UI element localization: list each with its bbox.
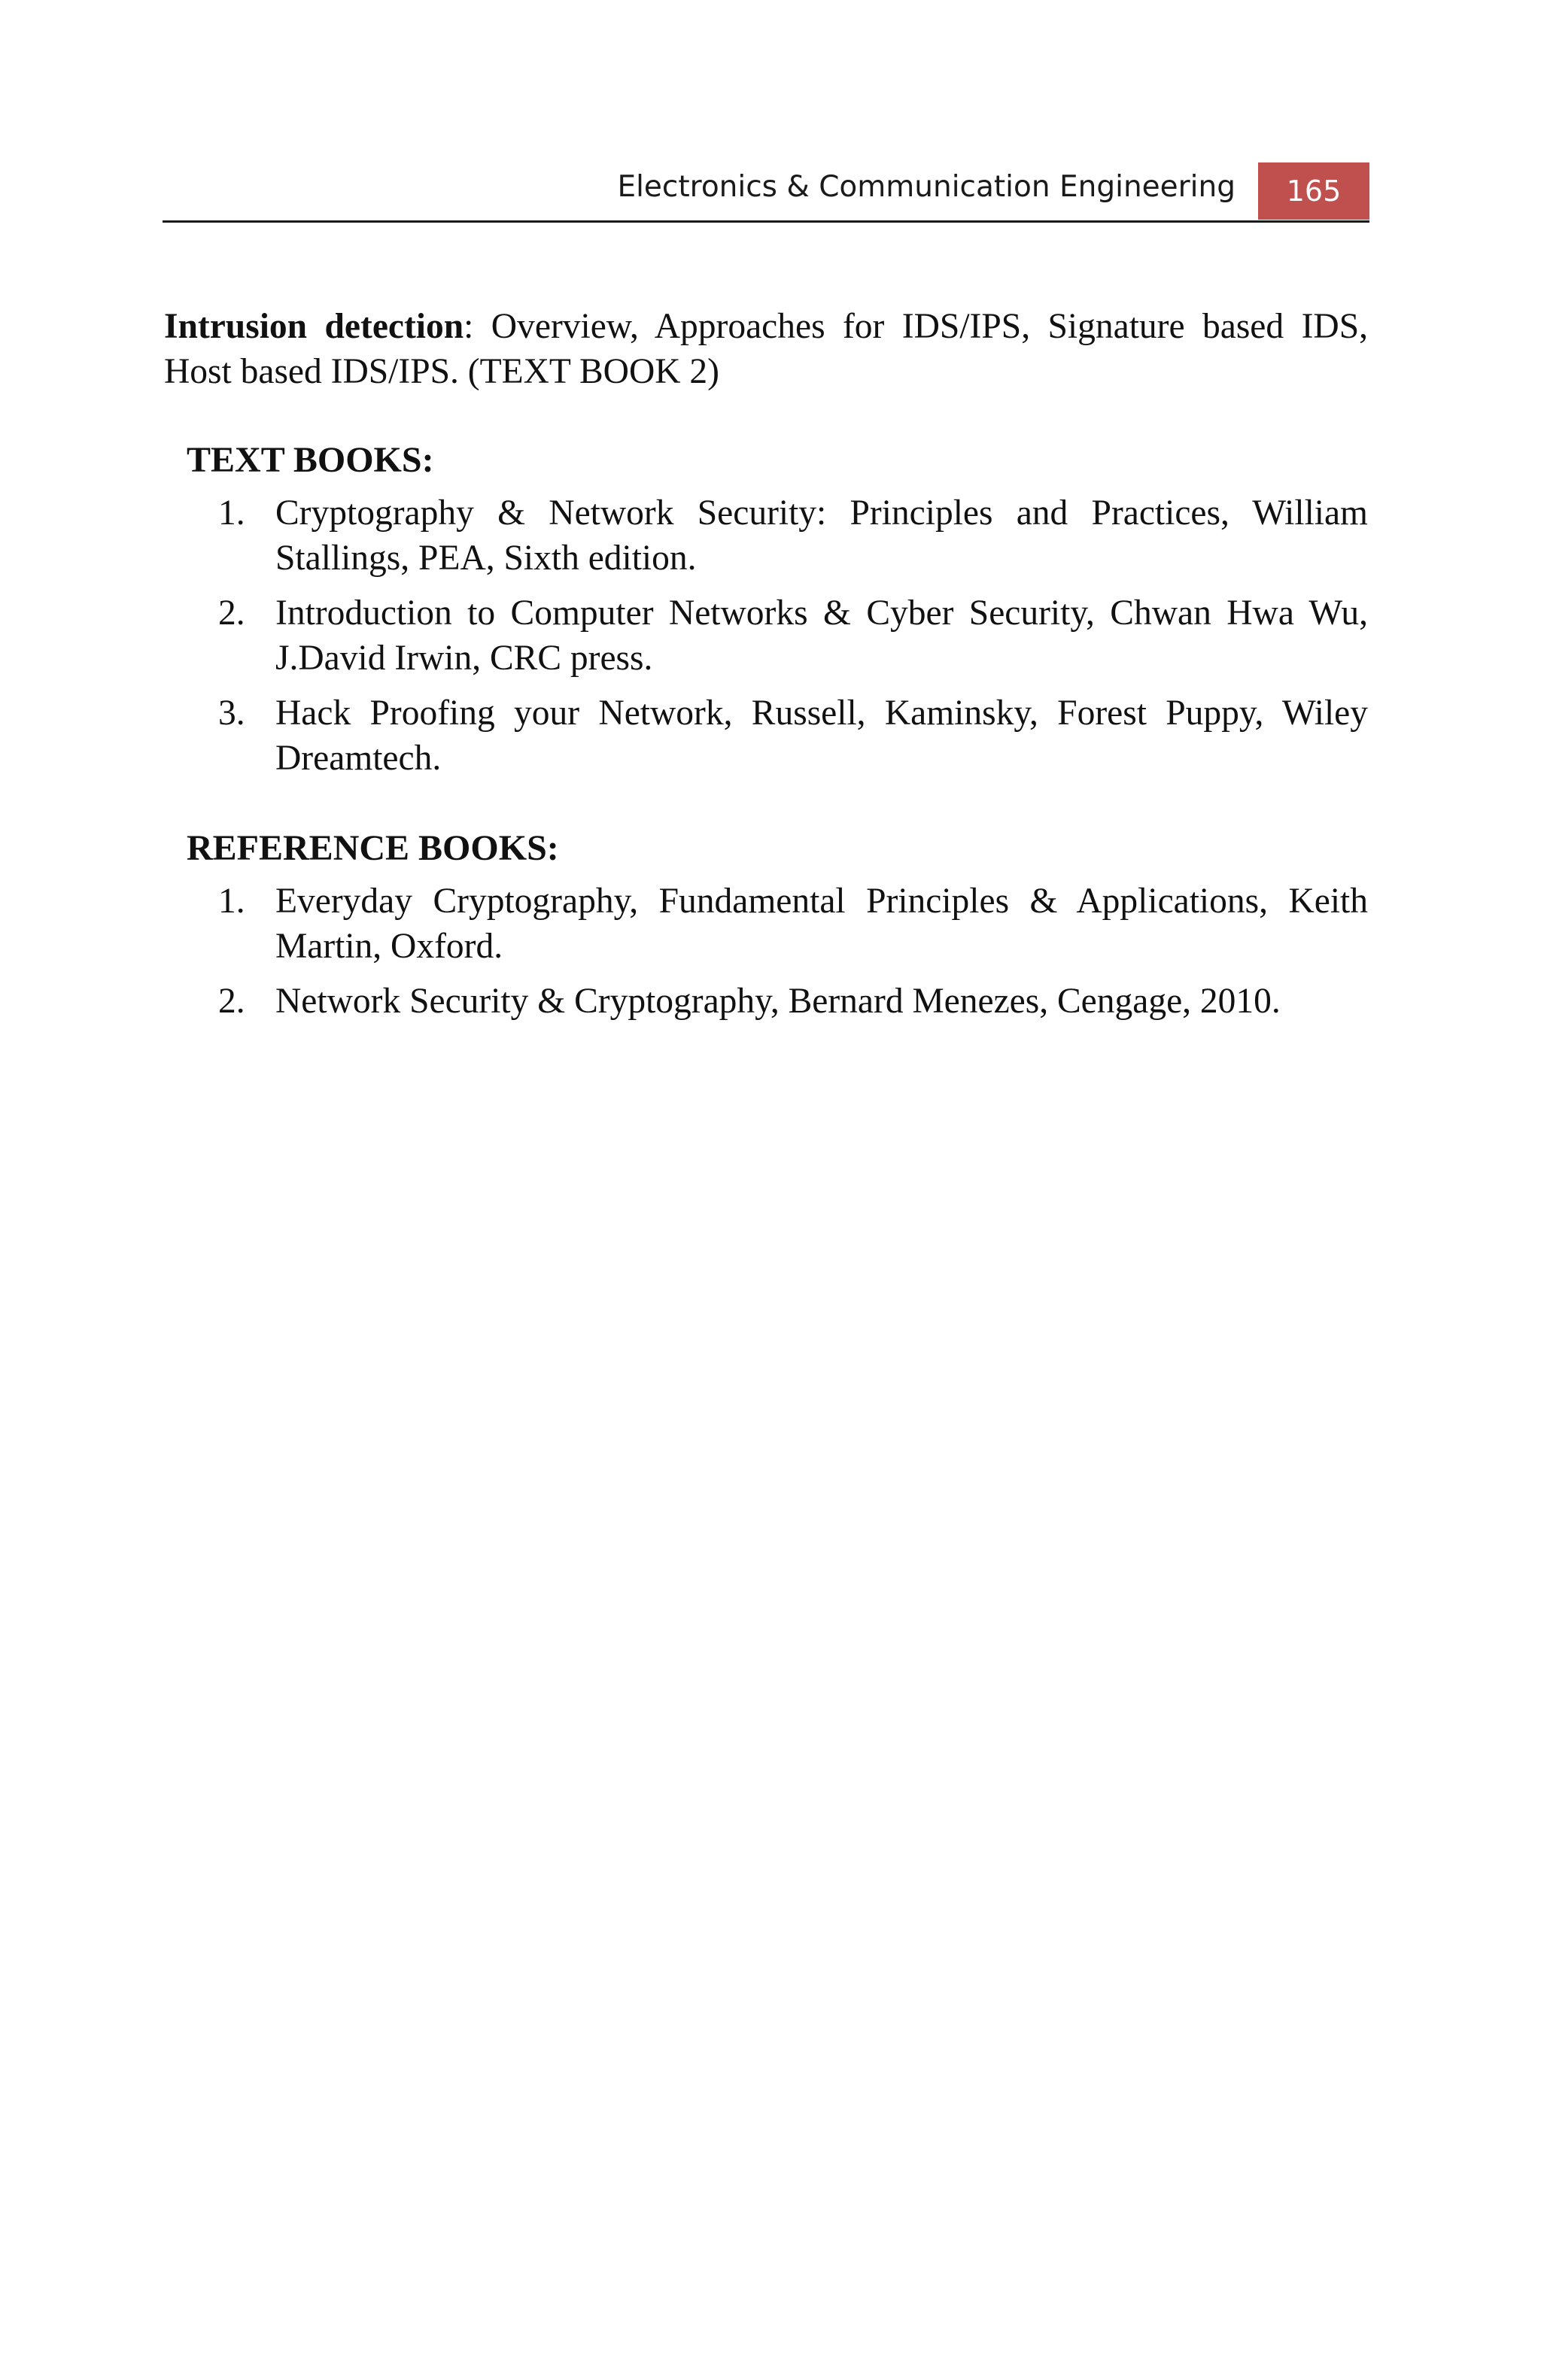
text-book-item: [164, 490, 1368, 581]
intro-lead: Intrusion detection: [164, 307, 464, 346]
reference-books-list: [164, 879, 1368, 1024]
reference-book-item: [164, 879, 1368, 969]
reference-book-item: [164, 979, 1368, 1024]
header-rule: [163, 220, 1369, 223]
intro-paragraph: [164, 304, 1368, 394]
text-book-number: 2.: [218, 593, 245, 633]
reference-book-text: Everyday Cryptography, Fundamental Principles & Applications, Keith Martin, Oxford.: [275, 882, 1368, 966]
text-book-item: [164, 590, 1368, 681]
text-books-list: [164, 490, 1368, 781]
text-book-text: Introduction to Computer Networks & Cyber Security, Chwan Hwa Wu, J.David Irwin, CRC press.: [275, 593, 1368, 678]
reference-books-heading: REFERENCE BOOKS:: [187, 828, 559, 868]
text-book-item: [164, 691, 1368, 781]
text-book-number: 1.: [218, 493, 245, 533]
page-number: 165: [1258, 162, 1369, 220]
page-content: [164, 304, 1368, 1034]
intro-body: : Overview, Approaches for IDS/IPS, Signature based IDS, Host based IDS/IPS. (TEXT BOOK 2): [164, 307, 1368, 391]
reference-book-text: Network Security & Cryptography, Bernard Menezes, Cengage, 2010.: [275, 982, 1281, 1021]
reference-book-number: 1.: [218, 882, 245, 921]
text-book-number: 3.: [218, 694, 245, 733]
text-books-heading: TEXT BOOKS:: [187, 440, 434, 480]
running-header: [163, 162, 1369, 220]
text-book-text: Hack Proofing your Network, Russell, Kaminsky, Forest Puppy, Wiley Dreamtech.: [275, 694, 1368, 778]
text-book-text: Cryptography & Network Security: Principles and Practices, William Stallings, PEA, Sixth edition.: [275, 493, 1368, 578]
header-title: Electronics & Communication Engineering: [617, 170, 1236, 204]
reference-book-number: 2.: [218, 982, 245, 1021]
